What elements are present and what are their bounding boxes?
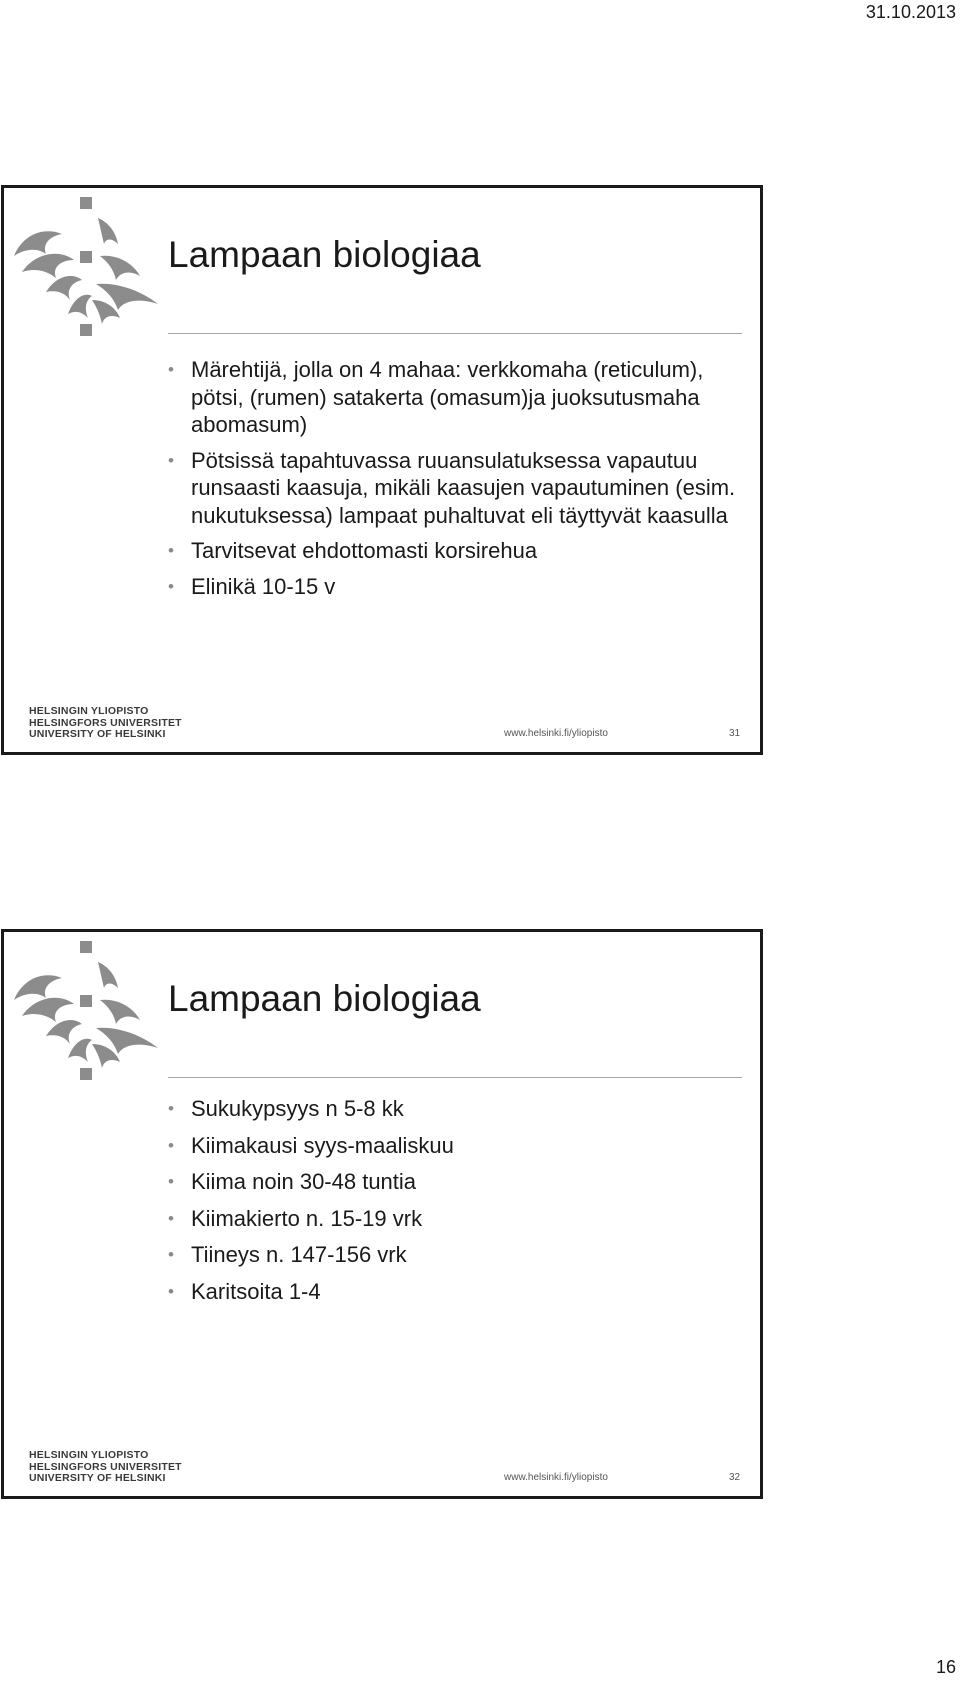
bullet-item: • Elinikä 10-15 v [168, 573, 748, 601]
helsinki-flame-icon [12, 196, 164, 338]
bullet-item: • Pötsissä tapahtuvassa ruuansulatuksessa vapautuu runsaasti kaasuja, mikäli kaasujen vapautuminen (esim. nukutuksessa) lampaat puhaltuvat eli täyttyvät kaasulla [168, 447, 748, 530]
bullet-item: • Kiimakausi syys-maaliskuu [168, 1132, 748, 1160]
slide-title: Lampaan biologiaa [168, 234, 481, 275]
bullet-item: • Kiimakierto n. 15-19 vrk [168, 1205, 748, 1233]
slide-32 [1, 929, 763, 1499]
wordmark-line: HELSINGIN YLIOPISTO [29, 1449, 149, 1461]
bullet-item: • Sukukypsyys n 5-8 kk [168, 1095, 748, 1123]
page-number: 16 [935, 1657, 956, 1677]
bullet-item: • Kiima noin 30-48 tuntia [168, 1168, 748, 1196]
bullet-item: • Tiineys n. 147-156 vrk [168, 1241, 748, 1269]
title-divider [168, 333, 742, 334]
wordmark-line: UNIVERSITY OF HELSINKI [29, 1472, 166, 1484]
wordmark-line: HELSINGFORS UNIVERSITET [29, 1460, 182, 1473]
slide-number: 31 [729, 728, 741, 739]
wordmark-line: HELSINGFORS UNIVERSITET [29, 716, 182, 729]
title-divider [168, 1077, 742, 1078]
bullet-list [168, 356, 748, 608]
bullet-list [168, 1095, 748, 1314]
wordmark-line: HELSINGIN YLIOPISTO [29, 705, 149, 717]
university-wordmark [29, 1450, 182, 1485]
bullet-item: • Tarvitsevat ehdottomasti korsirehua [168, 537, 748, 565]
helsinki-flame-icon [12, 940, 164, 1082]
bullet-item: • Märehtijä, jolla on 4 mahaa: verkkomaha (reticulum), pötsi, (rumen) satakerta (omasum)ja juoksutusmaha abomasum) [168, 356, 748, 439]
university-wordmark [29, 706, 182, 741]
slide-31 [1, 185, 763, 755]
page-date: 31.10.2013 [865, 2, 956, 22]
bullet-item: • Karitsoita 1-4 [168, 1278, 748, 1306]
footer-url: www.helsinki.fi/yliopisto [504, 1472, 608, 1483]
wordmark-line: UNIVERSITY OF HELSINKI [29, 728, 166, 740]
slide-title: Lampaan biologiaa [168, 978, 481, 1019]
slide-number: 32 [729, 1472, 741, 1483]
footer-url: www.helsinki.fi/yliopisto [504, 728, 608, 739]
